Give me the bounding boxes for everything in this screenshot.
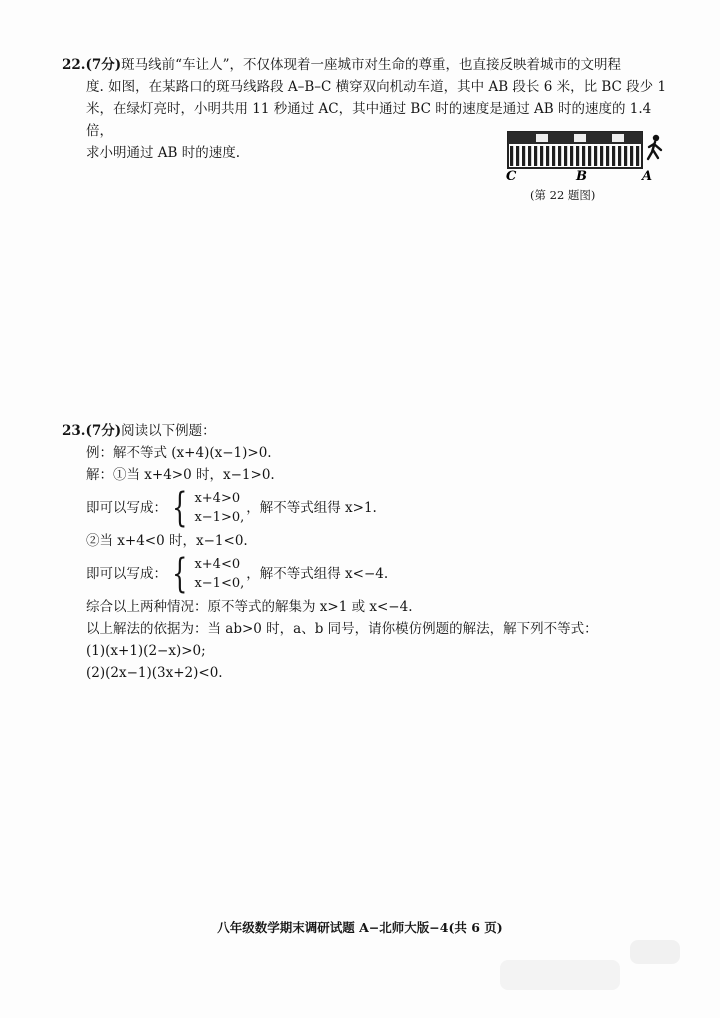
scan-smudge bbox=[500, 960, 620, 990]
page-footer: 八年级数学期末调研试题 A−北师大版−4(共 6 页) bbox=[217, 920, 503, 935]
q23-example: 例：解不等式 (x+4)(x−1)>0. bbox=[86, 445, 272, 461]
q23-header bbox=[62, 420, 682, 442]
zebra-stripe bbox=[570, 146, 573, 166]
system-1-eq-a: x+4>0 bbox=[194, 491, 241, 506]
system-2-eq-a: x+4<0 bbox=[194, 557, 241, 572]
zebra-stripe bbox=[612, 146, 615, 166]
system-2-eq-b: x−1<0, bbox=[194, 576, 245, 591]
label-b: B bbox=[576, 169, 587, 184]
zebra-stripe bbox=[552, 146, 555, 166]
q23-system-1 bbox=[62, 485, 682, 531]
question-23 bbox=[62, 420, 682, 684]
q23-basis: 以上解法的依据为：当 ab>0 时，a、b 同号，请你模仿例题的解法，解下列不等式： bbox=[86, 621, 598, 637]
scan-smudge bbox=[630, 940, 680, 964]
q23-write-2-prefix: 即可以写成： bbox=[86, 566, 167, 582]
pedestrian-icon bbox=[648, 135, 661, 159]
zebra-stripe bbox=[606, 146, 609, 166]
q22-text-1: 斑马线前“车让人”，不仅体现着一座城市对生命的尊重，也直接反映着城市的文明程 bbox=[121, 57, 621, 73]
q23-solution-1: 解：①当 x+4>0 时，x−1>0. bbox=[86, 467, 275, 483]
zebra-stripe bbox=[576, 146, 579, 166]
q22-number: 22. bbox=[62, 57, 86, 73]
zebra-stripe bbox=[534, 146, 537, 166]
zebra-stripe bbox=[588, 146, 591, 166]
q23-intro: 阅读以下例题： bbox=[121, 423, 216, 439]
system-1-result: ，解不等式组得 x>1. bbox=[246, 500, 377, 516]
q23-task-2: (2)(2x−1)(3x+2)<0. bbox=[86, 665, 223, 681]
zebra-stripe bbox=[528, 146, 531, 166]
zebra-stripe bbox=[522, 146, 525, 166]
q23-summary: 综合以上两种情况：原不等式的解集为 x>1 或 x<−4. bbox=[86, 599, 413, 615]
zebra-stripes bbox=[510, 146, 639, 166]
system-2-equations bbox=[194, 555, 244, 593]
q23-number: 23. bbox=[62, 423, 86, 439]
zebra-stripe bbox=[558, 146, 561, 166]
q23-system-2 bbox=[62, 551, 682, 597]
q23-score: (7分) bbox=[85, 423, 122, 439]
label-a: A bbox=[642, 169, 653, 184]
q23-solution-2: ②当 x+4<0 时，x−1<0. bbox=[86, 533, 248, 549]
system-2-result: ，解不等式组得 x<−4. bbox=[246, 566, 389, 582]
figure-caption: (第 22 题图) bbox=[530, 188, 596, 202]
zebra-stripe bbox=[594, 146, 597, 166]
q22-line-1 bbox=[62, 54, 672, 76]
system-1-eq-b: x−1>0, bbox=[194, 510, 245, 525]
zebra-stripe bbox=[636, 146, 639, 166]
label-c: C bbox=[506, 169, 517, 184]
q22-line-4: 求小明通过 AB 时的速度. bbox=[86, 145, 241, 161]
q22-score: (7分) bbox=[85, 57, 122, 73]
brace-icon: { bbox=[172, 551, 188, 597]
zebra-stripe bbox=[600, 146, 603, 166]
zebra-stripe bbox=[540, 146, 543, 166]
brace-icon: { bbox=[172, 485, 188, 531]
zebra-stripe bbox=[624, 146, 627, 166]
zebra-stripe bbox=[630, 146, 633, 166]
q23-task-1: (1)(x+1)(2−x)>0; bbox=[86, 643, 206, 659]
zebra-stripe bbox=[618, 146, 621, 166]
zebra-stripe bbox=[516, 146, 519, 166]
q22-line-3: 米，在绿灯亮时，小明共用 11 秒通过 AC，其中通过 BC 时的速度是通过 AB 时的速度的 1.4 倍， bbox=[86, 101, 652, 139]
zebra-stripe bbox=[510, 146, 513, 166]
q22-line-2: 度. 如图，在某路口的斑马线路段 A–B–C 横穿双向机动车道，其中 AB 段长 6 米，比 BC 段少 1 bbox=[86, 79, 667, 95]
q23-write-1-prefix: 即可以写成： bbox=[86, 500, 167, 516]
zebra-stripe bbox=[564, 146, 567, 166]
system-1-equations bbox=[194, 489, 244, 527]
zebra-stripe bbox=[546, 146, 549, 166]
zebra-stripe bbox=[582, 146, 585, 166]
